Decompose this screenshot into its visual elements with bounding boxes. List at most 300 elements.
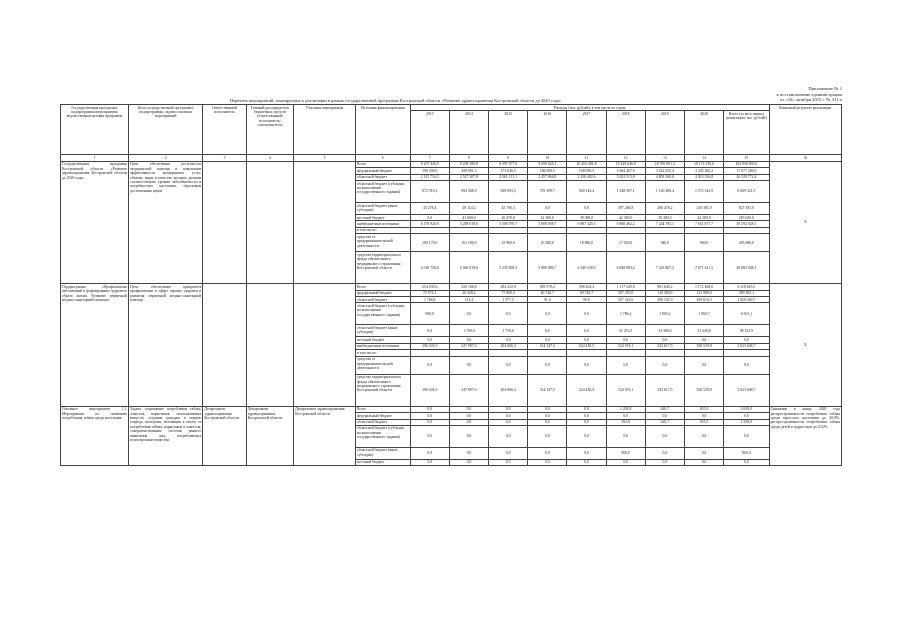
year-value-cell: 0,0 — [489, 459, 528, 465]
year-value-cell: 0,0 — [449, 356, 488, 374]
total-value-cell: 827 381,0 — [724, 203, 769, 215]
header-cell: Государственная программа/подпрограммы/мероприятия/ ведомственная целевая программа — [61, 105, 129, 155]
header-cell: Источник финансирования — [355, 105, 410, 155]
funding-source-cell: внебюджетные источники — [355, 221, 410, 227]
year-value-cell: 0,0 — [645, 413, 684, 419]
year-value-cell: 96,0 — [567, 297, 606, 303]
year-header: 2020 — [684, 111, 723, 155]
year-value-cell: 0,0 — [528, 406, 567, 412]
year-value-cell: 0,0 — [567, 337, 606, 343]
total-value-cell: 0,0 — [724, 413, 769, 419]
funding-source-cell: в том числе: — [355, 227, 410, 233]
participant-cell — [294, 284, 356, 406]
year-header: 2019 — [645, 111, 684, 155]
funding-source-cell: Всего — [355, 161, 410, 167]
header-cell: Конечный результат реализации — [769, 105, 841, 155]
column-number: 3 — [203, 155, 246, 161]
year-value-cell: 247 897,0 — [449, 374, 488, 406]
year-value-cell: 180 170,0 — [410, 234, 449, 252]
funding-source-cell: средства от предпринимательской деятельности — [355, 234, 410, 252]
funding-source-cell: областной бюджет (субсидии на выполнение государственного задания) — [355, 303, 410, 325]
year-value-cell: 0,0 — [528, 459, 567, 465]
year-value-cell: 0,0 — [410, 425, 449, 447]
year-value-cell: 543 617,5 — [645, 374, 684, 406]
year-value-cell: 0,0 — [489, 303, 528, 325]
year-value-cell: 0,0 — [606, 356, 645, 374]
year-value-cell: 0,0 — [410, 459, 449, 465]
year-value-cell: 0,0 — [449, 419, 488, 425]
year-value-cell: 18 174 156,6 — [684, 161, 723, 167]
year-value-cell: 206 476,2 — [645, 203, 684, 215]
year-value-cell: 0,0 — [489, 337, 528, 343]
goal-cell: Цель: обеспечение приоритета профилактики в сфере охраны здоровья и развития первичной медико-санитарной помощи — [129, 284, 203, 406]
total-value-cell: 98 352,9 — [724, 325, 769, 337]
year-value-cell: 0,0 — [449, 337, 488, 343]
year-value-cell: 524 919,1 — [606, 374, 645, 406]
year-value-cell: 0,0 — [528, 325, 567, 337]
year-value-cell: 25 960,0 — [489, 234, 528, 252]
year-value-cell: 42 380,0 — [684, 215, 723, 221]
year-value-cell: 620,7 — [645, 406, 684, 412]
funding-source-cell: средства от предпринимательской деятельности — [355, 356, 410, 374]
year-value-cell: 2 458 482,6 — [567, 174, 606, 180]
year-value-cell: 543 617,5 — [645, 343, 684, 349]
year-value-cell: 1 172 468,0 — [684, 284, 723, 290]
executor-cell — [203, 284, 246, 406]
executor-cell: Департамент здравоохранения Костромской области — [203, 406, 246, 466]
header-cell: Расходы (тыс. рублей), в том числе по годам — [410, 105, 769, 111]
year-value-cell: 7 671 611,5 — [684, 252, 723, 284]
year-value-cell: 0,0 — [684, 356, 723, 374]
column-number: 14 — [684, 155, 723, 161]
total-value-cell: 405 680,0 — [724, 234, 769, 252]
year-value-cell: 0,0 — [449, 425, 488, 447]
total-value-cell: 0,0 — [724, 356, 769, 374]
year-value-cell: 0,0 — [410, 419, 449, 425]
year-value-cell: 60 740,7 — [528, 290, 567, 296]
total-value-cell: 0,0 — [724, 459, 769, 465]
manager-cell — [246, 161, 293, 283]
column-number: 16 — [769, 155, 841, 161]
year-value-cell: 392,8 — [606, 419, 645, 425]
year-value-cell: 0,0 — [410, 356, 449, 374]
year-value-cell: 0,0 — [410, 447, 449, 459]
year-value-cell: 981 649,2 — [645, 284, 684, 290]
table-body — [61, 105, 842, 466]
year-value-cell: 0,0 — [567, 419, 606, 425]
year-value-cell: 0,0 — [645, 459, 684, 465]
total-value-cell: 0,0 — [724, 425, 769, 447]
year-value-cell: 17 920,0 — [606, 234, 645, 252]
total-value-cell: 283 650,0 — [724, 215, 769, 221]
year-value-cell: 26 438,4 — [449, 290, 488, 296]
total-value-cell: 8 669 321,5 — [724, 181, 769, 203]
year-value-cell: 91,0 — [528, 297, 567, 303]
total-value-cell: 26 529 774,4 — [724, 174, 769, 180]
year-value-cell: 307 470,0 — [606, 290, 645, 296]
year-value-cell: 196 041,0 — [410, 343, 449, 349]
year-value-cell: 0,0 — [684, 425, 723, 447]
year-value-cell: 524 430,5 — [567, 343, 606, 349]
total-value-cell: 102 956 093,0 — [724, 161, 769, 167]
year-value-cell: 0,0 — [410, 337, 449, 343]
year-value-cell: 655,5 — [684, 419, 723, 425]
year-value-cell: 397 266,8 — [606, 203, 645, 215]
year-value-cell: 247 897,0 — [449, 343, 488, 349]
column-number: 8 — [449, 155, 488, 161]
year-value-cell: 9 690 028,1 — [528, 161, 567, 167]
year-value-cell: 872 919,2 — [410, 181, 449, 203]
year-value-cell: 42 380,0 — [528, 215, 567, 221]
year-value-cell: 0,0 — [684, 459, 723, 465]
year-value-cell: 0,0 — [684, 413, 723, 419]
total-value-cell: 0,0 — [724, 337, 769, 343]
total-value-cell: 49 082 048,1 — [724, 252, 769, 284]
header-cell: Участник мероприятия — [294, 105, 356, 155]
year-value-cell: 7 243 867,3 — [645, 252, 684, 284]
total-value-cell: 49 592 028,1 — [724, 221, 769, 227]
year-value-cell: 69 740,7 — [567, 290, 606, 296]
year-value-cell: 5 235 658,3 — [489, 252, 528, 284]
year-value-cell: 7 631 677,7 — [684, 221, 723, 227]
column-number: 2 — [129, 155, 203, 161]
total-value-cell: 490 582,1 — [724, 290, 769, 296]
year-value-cell: 0,0 — [489, 447, 528, 459]
funding-source-cell: федеральный бюджет — [355, 413, 410, 419]
funding-source-cell: местный бюджет — [355, 459, 410, 465]
total-value-cell: 3 623 648,7 — [724, 343, 769, 349]
year-value-cell: 20 370,0 — [489, 215, 528, 221]
funding-source-cell: областной бюджет — [355, 174, 410, 180]
year-value-cell: 900,0 — [410, 303, 449, 325]
year-header: 2016 — [528, 111, 567, 155]
year-value-cell: 0,0 — [606, 413, 645, 419]
year-value-cell: 5 500 970,7 — [489, 221, 528, 227]
year-value-cell: 75 974,1 — [410, 290, 449, 296]
year-value-cell: 1 577,5 — [489, 297, 528, 303]
year-value-cell: 598 202,2 — [567, 284, 606, 290]
year-header: 2018 — [606, 111, 645, 155]
year-value-cell: 0,0 — [489, 406, 528, 412]
year-value-cell: 10 203 481,8 — [567, 161, 606, 167]
year-value-cell: 43 278,4 — [410, 203, 449, 215]
result-cell: Снижение к концу 2020 года распространенности потребления табака среди взрослого населения до 30,0%, распространенности потребления табака среди детей и подростков до 23,0% — [769, 406, 841, 466]
manager-cell — [246, 284, 293, 406]
year-value-cell: 77 869,3 — [489, 290, 528, 296]
program-name-cell: Государственная программа Костромской области «Развитие здравоохранения Костромской области до 2020 года» — [61, 161, 129, 283]
year-value-cell: 1 700,0 — [449, 325, 488, 337]
year-value-cell: 7 244 783,1 — [645, 221, 684, 227]
year-value-cell: 5 046 919,6 — [449, 252, 488, 284]
year-value-cell: 31 253,3 — [606, 325, 645, 337]
column-number: 4 — [246, 155, 293, 161]
year-header: 2013 — [410, 111, 449, 155]
year-value-cell: 0,0 — [567, 325, 606, 337]
year-value-cell: 31 249,0 — [684, 325, 723, 337]
year-value-cell: 0,0 — [567, 459, 606, 465]
year-value-cell: 0,0 — [410, 325, 449, 337]
year-value-cell: 1 292,8 — [606, 406, 645, 412]
year-value-cell: 556 529,8 — [684, 343, 723, 349]
funding-source-cell: федеральный бюджет — [355, 290, 410, 296]
funding-source-cell: федеральный бюджет — [355, 168, 410, 174]
year-value-cell: 0,0 — [567, 406, 606, 412]
year-value-cell: 28 114,2 — [449, 203, 488, 215]
year-value-cell: 0,0 — [449, 406, 488, 412]
year-value-cell: 2 457 964,8 — [528, 174, 567, 180]
total-value-cell: 2 639,0 — [724, 406, 769, 412]
column-number: 6 — [355, 155, 410, 161]
year-value-cell: 0,0 — [684, 447, 723, 459]
year-value-cell: 524 430,5 — [567, 374, 606, 406]
year-value-cell: 800,0 — [606, 447, 645, 459]
year-value-cell: 204 066,3 — [489, 343, 528, 349]
year-value-cell: 0,0 — [528, 425, 567, 447]
year-value-cell: 0,0 — [567, 447, 606, 459]
header-cell: Главный распорядитель бюджетных средств (ответственный исполнитель/ соисполнитель) — [246, 105, 293, 155]
year-value-cell: 0,0 — [528, 419, 567, 425]
year-value-cell: 3 522 035,4 — [645, 168, 684, 174]
year-value-cell: 196 300,0 — [410, 168, 449, 174]
column-number: 1 — [61, 155, 129, 161]
year-value-cell: 9 257 426,5 — [410, 161, 449, 167]
year-value-cell: 38 380,0 — [645, 215, 684, 221]
year-value-cell: 108 096,5 — [567, 168, 606, 174]
appendix-line: от «16» октября 2015 г. № 311-а — [780, 97, 842, 103]
year-value-cell: 42 380,0 — [606, 215, 645, 221]
year-value-cell: 38 380,0 — [567, 215, 606, 221]
year-value-cell: 940 143,4 — [567, 181, 606, 203]
funding-source-cell: в том числе: — [355, 350, 410, 356]
manager-cell: Департамент здравоохранения Костромской области — [246, 406, 293, 466]
funding-source-cell: Всего — [355, 406, 410, 412]
year-value-cell: 0,0 — [410, 413, 449, 419]
year-value-cell: 20 280,0 — [528, 234, 567, 252]
funding-source-cell: местный бюджет — [355, 337, 410, 343]
year-value-cell: 994 368,0 — [449, 181, 488, 203]
participant-cell: Департамент здравоохранения Костромской области — [294, 406, 356, 466]
year-value-cell: 557 341,6 — [606, 297, 645, 303]
funding-source-cell: областной бюджет — [355, 297, 410, 303]
year-value-cell: 0,0 — [489, 419, 528, 425]
year-value-cell: 0,0 — [567, 303, 606, 325]
year-value-cell: 1 248 507,1 — [606, 181, 645, 203]
year-value-cell: 250 108,8 — [449, 284, 488, 290]
column-number: 11 — [567, 155, 606, 161]
year-value-cell: 5 889 008,7 — [528, 221, 567, 227]
year-value-cell: 18 880,0 — [567, 234, 606, 252]
program-name-cell: Основное мероприятие 1.1. Мероприятия по снижению потребления табака среди населения — [61, 406, 129, 466]
funding-source-cell: средства территориального фонда обязательного медицинского страхования Костромской области — [355, 252, 410, 284]
year-value-cell: 19 429 646,8 — [606, 161, 645, 167]
document-title: Перечень мероприятий, планируемых к реализации в рамках государственной программы Костромской области «Развитие здравоохранения Костромской области до 2020 года» — [230, 98, 561, 103]
year-value-cell: 1 786,2 — [606, 303, 645, 325]
year-value-cell: 113,4 — [449, 297, 488, 303]
funding-source-cell: областной бюджет (иные субсидии) — [355, 203, 410, 215]
year-value-cell: 116 450,0 — [645, 290, 684, 296]
year-value-cell: 4 803 369,0 — [645, 174, 684, 180]
program-name-cell: Подпрограмма «Профилактика заболеваний и формирование здорового образа жизни. Развитие первичной медико-санитарной помощи» — [61, 284, 129, 406]
year-value-cell: 459 619,3 — [684, 297, 723, 303]
year-value-cell: 204 066,3 — [489, 374, 528, 406]
funding-source-cell: областной бюджет (иные субсидии) — [355, 447, 410, 459]
year-value-cell: 0,0 — [645, 337, 684, 343]
year-value-cell: 5 202 515,8 — [606, 174, 645, 180]
year-value-cell: 0,0 — [449, 303, 488, 325]
total-value-cell: 6 118 645,5 — [724, 284, 769, 290]
year-value-cell: 0,0 — [567, 425, 606, 447]
year-value-cell: 0,0 — [645, 356, 684, 374]
year-value-cell: 298 331,9 — [645, 297, 684, 303]
year-value-cell: 33 380,6 — [645, 325, 684, 337]
year-value-cell: 161 100,0 — [449, 234, 488, 252]
year-value-cell: 254 035,6 — [410, 284, 449, 290]
year-value-cell: 6 866 462,2 — [606, 221, 645, 227]
year-value-cell: 4 318 756,0 — [410, 252, 449, 284]
year-value-cell: 4 203 300,2 — [684, 168, 723, 174]
funding-source-cell: областной бюджет (иные субсидии) — [355, 325, 410, 337]
year-value-cell: 655,5 — [684, 406, 723, 412]
year-value-cell: 583 979,2 — [528, 284, 567, 290]
funding-source-cell: областной бюджет (субсидии на выполнение государственного задания) — [355, 425, 410, 447]
year-value-cell: 18 796 891,3 — [645, 161, 684, 167]
goal-cell: Цель: обеспечение доступности медицинской помощи и повышение эффективности медицинских услуг, объемы, виды и качество которых должны соответствовать уровню заболеваемости и потребностям населения, передовым достижениям науки — [129, 161, 203, 283]
year-value-cell: 5 288 019,6 — [449, 221, 488, 227]
year-value-cell: 524 919,1 — [606, 343, 645, 349]
year-value-cell: 1 573 342,9 — [684, 181, 723, 203]
column-number: 10 — [528, 155, 567, 161]
executor-cell — [203, 161, 246, 283]
year-value-cell: 0,0 — [449, 447, 488, 459]
column-number: 12 — [606, 155, 645, 161]
column-number: 7 — [410, 155, 449, 161]
appendix-line: Приложение № 1 — [808, 86, 842, 91]
year-value-cell: 4 913 336,8 — [684, 174, 723, 180]
measures-table — [60, 104, 842, 466]
year-value-cell: 620,7 — [645, 419, 684, 425]
year-value-cell: 0,0 — [410, 215, 449, 221]
year-value-cell: 556 529,8 — [684, 374, 723, 406]
year-value-cell: 2 145 754,3 — [410, 174, 449, 180]
year-value-cell: 273 636,5 — [489, 168, 528, 174]
year-value-cell: 928 093,5 — [489, 181, 528, 203]
year-value-cell: 0,0 — [606, 337, 645, 343]
year-value-cell: 2 561 111,1 — [489, 174, 528, 180]
year-value-cell: 0,0 — [489, 425, 528, 447]
year-value-cell: 0,0 — [528, 356, 567, 374]
year-value-cell: 0,0 — [449, 459, 488, 465]
year-value-cell: 2 527 307,8 — [449, 174, 488, 180]
total-value-cell: 6 501,1 — [724, 303, 769, 325]
year-value-cell: 121 900,0 — [684, 290, 723, 296]
total-value-cell: 1 659 269,7 — [724, 297, 769, 303]
year-value-cell: 0,0 — [528, 203, 567, 215]
year-value-cell: 284 252,9 — [489, 284, 528, 290]
year-value-cell: 1 865,2 — [645, 303, 684, 325]
result-cell: Х — [769, 284, 841, 406]
year-value-cell: 0,0 — [645, 447, 684, 459]
year-value-cell: 0,0 — [449, 413, 488, 419]
year-value-cell: 0,0 — [410, 406, 449, 412]
year-value-cell: 0,0 — [528, 447, 567, 459]
year-value-cell: 6 848 883,2 — [606, 252, 645, 284]
year-value-cell: 0,0 — [528, 337, 567, 343]
year-header: 2014 — [449, 111, 488, 155]
year-value-cell: 0,0 — [645, 425, 684, 447]
year-header: 2015 — [489, 111, 528, 155]
year-value-cell: 458 891,3 — [449, 168, 488, 174]
year-value-cell: 514 147,5 — [528, 343, 567, 349]
year-value-cell: 188 096,5 — [528, 168, 567, 174]
year-value-cell: 1 969,7 — [684, 303, 723, 325]
funding-source-cell: областной бюджет (субсидии на выполнение государственного задания) — [355, 181, 410, 203]
column-number: 15 — [724, 155, 769, 161]
year-value-cell: 0,0 — [606, 425, 645, 447]
year-value-cell: 6 478 926,0 — [410, 221, 449, 227]
total-value-cell: 800,0 — [724, 447, 769, 459]
year-value-cell: 1 140 408,4 — [645, 181, 684, 203]
total-value-cell: 3 623 648,7 — [724, 374, 769, 406]
year-value-cell: 0,0 — [528, 303, 567, 325]
funding-source-cell: Всего — [355, 284, 410, 290]
year-value-cell: 0,0 — [567, 203, 606, 215]
total-value-cell: 1 839,0 — [724, 419, 769, 425]
year-value-cell: 41 600,0 — [449, 215, 488, 221]
year-value-cell: 1 766,8 — [410, 297, 449, 303]
year-value-cell: 514 147,5 — [528, 374, 567, 406]
year-value-cell: 196 041,0 — [410, 374, 449, 406]
total-header: Итого (за весь период реализации, тыс. рублей) — [724, 111, 769, 155]
year-value-cell: 940,0 — [645, 234, 684, 252]
goal-cell: Задача: сокращение потребления табака, алкоголя, наркотиков, психоактивных веществ, создание граждан, в первую очередь, молодежи, мотивации к отказу от потребления табака, наркотиков и алкоголя, совершенствование системы раннего выявления лиц, потребляющих психотропные вещества — [129, 406, 203, 466]
column-number: 5 — [294, 155, 356, 161]
funding-source-cell: внебюджетные источники — [355, 343, 410, 349]
year-value-cell: 0,0 — [567, 413, 606, 419]
funding-source-cell: местный бюджет — [355, 215, 410, 221]
year-value-cell: 45 706,3 — [489, 203, 528, 215]
year-value-cell: 960,0 — [684, 234, 723, 252]
header-cell: Цель государственной программы/подпрограммы, задачи основных мероприятий — [129, 105, 203, 155]
year-value-cell: 0,0 — [489, 413, 528, 419]
year-value-cell: 5 808 086,7 — [528, 252, 567, 284]
year-value-cell: 6 540 538,9 — [567, 252, 606, 284]
year-value-cell: 9 397 677,9 — [489, 161, 528, 167]
appendix-line: к постановлению администрации — [776, 91, 842, 97]
year-value-cell: 6 987 420,3 — [567, 221, 606, 227]
year-value-cell: 0,0 — [489, 356, 528, 374]
column-number: 13 — [645, 155, 684, 161]
year-value-cell: 3 664 467,9 — [606, 168, 645, 174]
year-value-cell: 0,0 — [567, 356, 606, 374]
participant-cell — [294, 161, 356, 283]
year-value-cell: 0,0 — [606, 459, 645, 465]
year-value-cell: 0,0 — [684, 337, 723, 343]
year-value-cell: 9 258 180,8 — [449, 161, 488, 167]
header-cell: Ответственный исполнитель — [203, 105, 246, 155]
year-value-cell: 1 750,0 — [489, 325, 528, 337]
year-value-cell: 781 399,7 — [528, 181, 567, 203]
funding-source-cell: областной бюджет — [355, 419, 410, 425]
year-value-cell: 1 117 249,8 — [606, 284, 645, 290]
column-number: 9 — [489, 155, 528, 161]
year-value-cell: 0,0 — [528, 413, 567, 419]
result-cell: Х — [769, 161, 841, 283]
year-value-cell: 210 381,0 — [684, 203, 723, 215]
appendix-block — [690, 86, 842, 103]
total-value-cell: 17 077 200,0 — [724, 168, 769, 174]
year-header: 2017 — [567, 111, 606, 155]
funding-source-cell: средства территориального фонда обязательного медицинского страхования Костромской области — [355, 374, 410, 406]
